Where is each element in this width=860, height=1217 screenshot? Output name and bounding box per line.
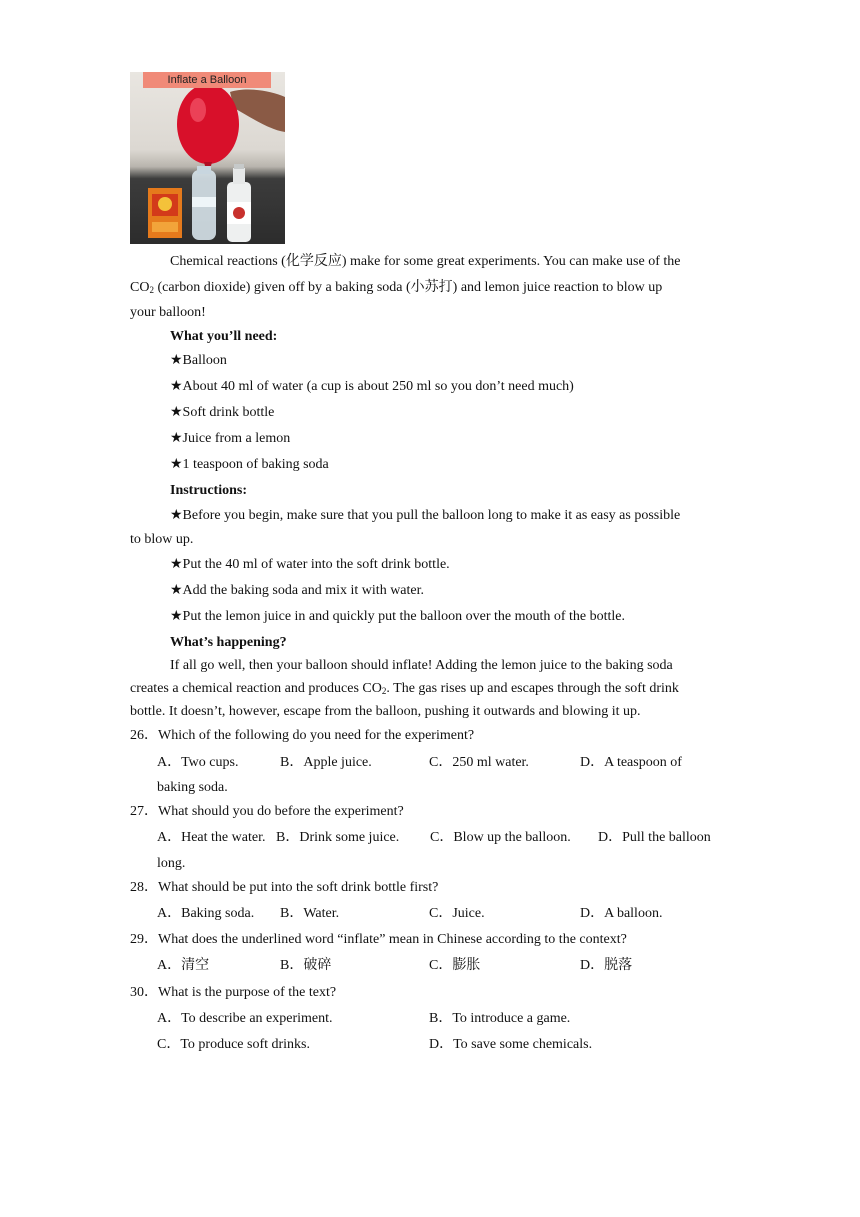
- q30-option-a: A．To describe an experiment.: [157, 1011, 333, 1026]
- question-28: 28．What should be put into the soft drink bottle first?: [130, 880, 439, 895]
- q29-option-d: D．脱落: [580, 958, 633, 973]
- q27-option-d-continued: long.: [157, 856, 186, 871]
- passage-intro-line-3: your balloon!: [130, 305, 206, 320]
- q29-option-c: C．膨胀: [429, 958, 481, 973]
- q27-option-b: B．Drink some juice.: [276, 830, 400, 845]
- q26-option-d: D．A teaspoon of: [580, 755, 682, 770]
- q28-option-b: B．Water.: [280, 906, 340, 921]
- instruction-2: ★Put the 40 ml of water into the soft drink bottle.: [170, 557, 450, 572]
- question-29: 29．What does the underlined word “inflate” mean in Chinese according to the context?: [130, 932, 627, 947]
- instruction-1-continued: to blow up.: [130, 532, 194, 547]
- q28-option-d: D．A balloon.: [580, 906, 663, 921]
- q28-option-a: A．Baking soda.: [157, 906, 255, 921]
- q30-option-d: D．To save some chemicals.: [429, 1037, 593, 1052]
- q27-option-a: A．Heat the water.: [157, 830, 266, 845]
- question-26: 26．Which of the following do you need for the experiment?: [130, 728, 475, 743]
- need-heading: What you’ll need:: [170, 329, 278, 344]
- instruction-1: ★Before you begin, make sure that you pull the balloon long to make it as easy as possible: [170, 508, 681, 523]
- need-item-bottle: ★Soft drink bottle: [170, 405, 275, 420]
- q28-option-c: C．Juice.: [429, 906, 485, 921]
- happening-line-3: bottle. It doesn’t, however, escape from the balloon, pushing it outwards and blowing it up.: [130, 704, 641, 719]
- q26-option-b: B．Apple juice.: [280, 755, 372, 770]
- need-item-baking-soda: ★1 teaspoon of baking soda: [170, 457, 329, 472]
- passage-intro-line-2: $CO_2$ (carbon dioxide) given off by a baking soda (小苏打) and lemon juice reaction to blow up: [130, 280, 663, 295]
- need-item-balloon: ★Balloon: [170, 353, 227, 368]
- photo-banner-text: Inflate a Balloon: [143, 72, 271, 88]
- passage-intro-line-1: Chemical reactions (化学反应) make for some great experiments. You can make use of the: [170, 254, 681, 269]
- q26-option-d-continued: baking soda.: [157, 780, 228, 795]
- happening-line-2: creates a chemical reaction and produces $CO_2$. The gas rises up and escapes through the soft drink: [130, 681, 679, 696]
- instruction-4: ★Put the lemon juice in and quickly put the balloon over the mouth of the bottle.: [170, 609, 626, 624]
- q29-option-a: A．清空: [157, 958, 210, 973]
- instruction-3: ★Add the baking soda and mix it with water.: [170, 583, 425, 598]
- q30-option-b: B．To introduce a game.: [429, 1011, 571, 1026]
- q26-option-a: A．Two cups.: [157, 755, 239, 770]
- happening-line-1: If all go well, then your balloon should inflate! Adding the lemon juice to the baking soda: [170, 658, 673, 673]
- question-27: 27．What should you do before the experiment?: [130, 804, 404, 819]
- need-item-water: ★About 40 ml of water (a cup is about 250 ml so you don’t need much): [170, 379, 574, 394]
- q29-option-b: B．破碎: [280, 958, 332, 973]
- happening-heading: What’s happening?: [170, 635, 287, 650]
- instructions-heading: Instructions:: [170, 483, 248, 498]
- q27-option-d: D．Pull the balloon: [598, 830, 711, 845]
- question-30: 30．What is the purpose of the text?: [130, 985, 337, 1000]
- need-item-lemon: ★Juice from a lemon: [170, 431, 291, 446]
- balloon-experiment-photo: [130, 72, 285, 244]
- balloon-photo-illustration: [130, 72, 285, 244]
- q27-option-c: C．Blow up the balloon.: [430, 830, 571, 845]
- q26-option-c: C．250 ml water.: [429, 755, 529, 770]
- q30-option-c: C．To produce soft drinks.: [157, 1037, 311, 1052]
